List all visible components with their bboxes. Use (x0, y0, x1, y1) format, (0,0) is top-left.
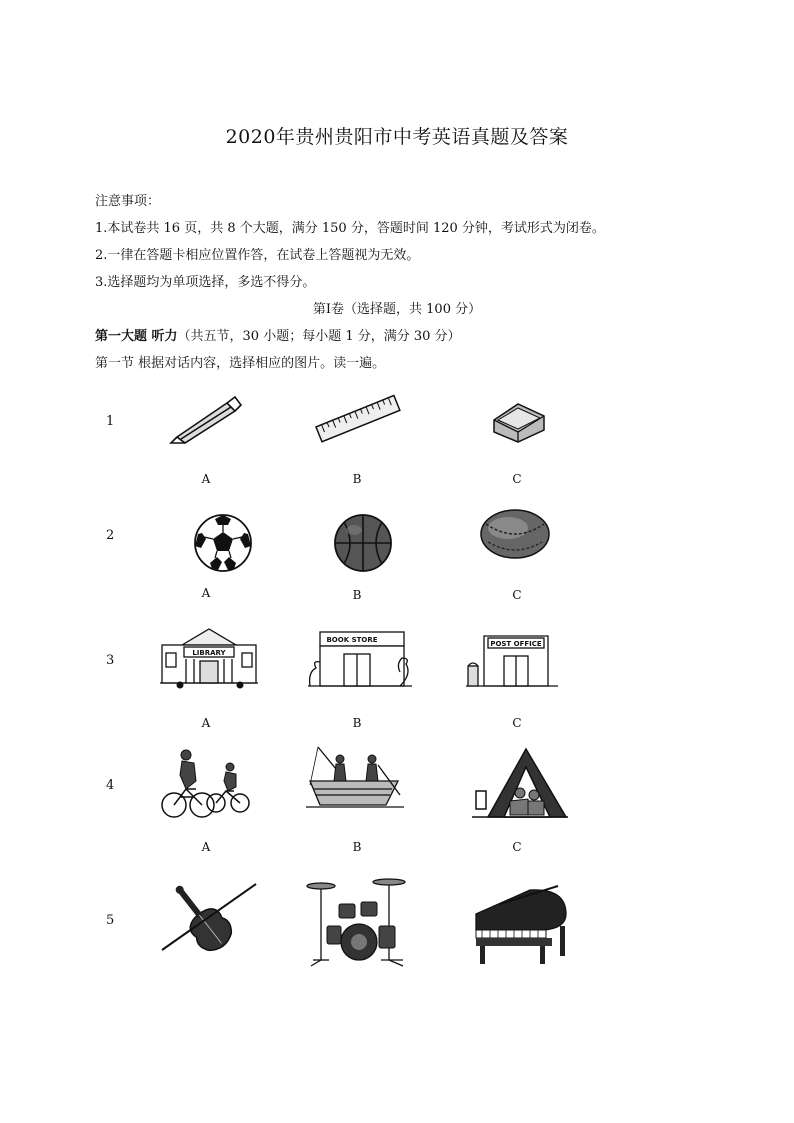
piano-picture (470, 880, 574, 966)
section1-instruction: 第一节 根据对话内容，选择相应的图片。读一遍。 (95, 356, 386, 371)
library-sign: LIBRARY (192, 649, 226, 657)
option-label-c: C (512, 472, 522, 486)
option-label-a: A (201, 586, 211, 600)
option-label-b: B (352, 472, 362, 486)
option-label-b: B (352, 716, 362, 730)
camping-picture (470, 745, 570, 825)
library-picture (160, 625, 258, 689)
note-item-3: 3.选择题均为单项选择，多选不得分。 (95, 275, 316, 290)
question-number-3: 3 (106, 653, 115, 668)
violin-picture (158, 876, 260, 966)
post-office-picture (466, 628, 558, 692)
ruler-picture (312, 393, 402, 445)
fishing-picture (306, 745, 404, 811)
note-item-1: 1.本试卷共 16 页，共 8 个大题，满分 150 分，答题时间 120 分钟，考试形式为闭卷。 (95, 221, 605, 236)
part1-title: 第一大题 听力 (95, 329, 178, 344)
cycling-picture (160, 745, 250, 823)
option-label-a: A (201, 716, 211, 730)
post-office-sign: POST OFFICE (490, 640, 542, 648)
option-label-c: C (512, 588, 522, 602)
volume-heading: 第Ⅰ卷（选择题，共 100 分） (312, 302, 482, 317)
option-label-c: C (512, 716, 522, 730)
part1-scoring: （共五节，30 小题；每小题 1 分，满分 30 分） (177, 329, 461, 344)
notes-heading: 注意事项： (95, 194, 161, 209)
option-label-b: B (352, 588, 362, 602)
part1-heading (95, 325, 461, 344)
question-number-4: 4 (106, 778, 115, 793)
soccer-ball-picture (192, 512, 254, 574)
book-store-picture (308, 628, 412, 690)
option-label-a: A (201, 840, 211, 854)
option-label-a: A (201, 472, 211, 486)
book-store-sign: BOOK STORE (326, 636, 378, 644)
option-label-b: B (352, 840, 362, 854)
drums-picture (303, 876, 415, 968)
question-number-1: 1 (106, 414, 115, 429)
option-label-c: C (512, 840, 522, 854)
page-title: 2020年贵州贵阳市中考英语真题及答案 (225, 126, 569, 148)
baseball-picture (478, 506, 552, 562)
pencil-picture (165, 393, 245, 445)
note-item-2: 2.一律在答题卡相应位置作答，在试卷上答题视为无效。 (95, 248, 420, 263)
eraser-picture (488, 398, 550, 446)
basketball-picture (332, 512, 394, 574)
question-number-2: 2 (106, 528, 115, 543)
question-number-5: 5 (106, 913, 115, 928)
